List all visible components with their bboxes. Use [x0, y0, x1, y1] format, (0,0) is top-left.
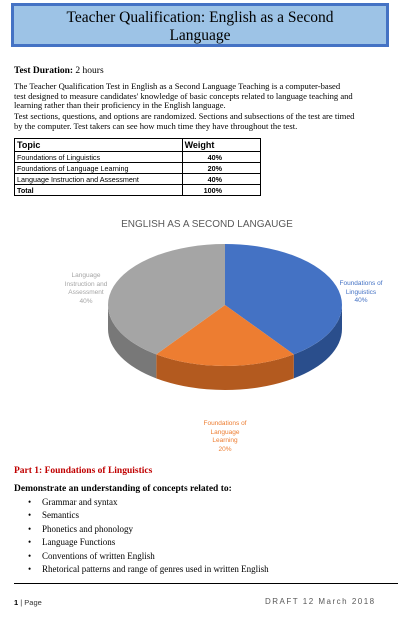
pie-label-2: Language Instruction and Assessment 40% [64, 272, 108, 305]
test-duration [14, 66, 104, 76]
document-title [11, 3, 389, 47]
part1-topic-list [28, 496, 269, 576]
weight-cell: 20% [182, 163, 260, 174]
sections-paragraph [14, 112, 398, 131]
list-item: • Rhetorical patterns and range of genres used in written English [28, 563, 269, 576]
table-row-total [15, 185, 261, 196]
list-item: • Grammar and syntax [28, 496, 269, 509]
list-item: • Phonetics and phonology [28, 523, 269, 536]
part1-intro: Demonstrate an understanding of concepts related to: [14, 484, 232, 494]
duration-label: Test Duration: [14, 66, 74, 76]
page-number [14, 598, 42, 607]
topic-cell: Foundations of Language Learning [15, 163, 183, 174]
table-row [15, 163, 261, 174]
pie-label-1: Foundations of Language Learning 20% [203, 420, 247, 453]
sections-line-1: Test sections, questions, and options are randomized. Sections and subsections of the test are timed [14, 111, 355, 121]
list-item: • Conventions of written English [28, 550, 269, 563]
chart-title: ENGLISH AS A SECOND LANGAUGE [121, 219, 293, 230]
table-row [15, 152, 261, 163]
page-number-value: 1 [14, 598, 19, 607]
draft-date: DRAFT 12 March 2018 [265, 597, 376, 606]
intro-line-1: The Teacher Qualification Test in English as a Second Language Teaching is a computer-based [14, 81, 341, 91]
pie-chart-svg [0, 210, 414, 450]
weight-cell: 40% [182, 152, 260, 163]
title-line-2: Language [169, 27, 231, 44]
part1-heading: Part 1: Foundations of Linguistics [14, 466, 153, 476]
list-item: • Language Functions [28, 536, 269, 549]
weight-cell: 40% [182, 174, 260, 185]
total-weight-cell: 100% [182, 185, 260, 196]
header-weight: Weight [182, 139, 260, 152]
topic-cell: Foundations of Linguistics [15, 152, 183, 163]
table-row [15, 174, 261, 185]
footer-divider [14, 583, 398, 584]
title-line-1: Teacher Qualification: English as a Second [66, 9, 334, 26]
intro-paragraph [14, 82, 398, 111]
pie-label-0: Foundations of Linguistics 40% [339, 280, 383, 304]
intro-line-2: test designed to measure candidates' knowledge of basic concepts related to language teaching and [14, 90, 353, 101]
total-label-cell: Total [15, 185, 183, 196]
intro-line-3: learning rather than their proficiency in the English language. [14, 100, 226, 110]
page-separator: | [18, 598, 25, 607]
topic-cell: Language Instruction and Assessment [15, 174, 183, 185]
table-header-row [15, 139, 261, 152]
sections-line-2: by the computer. Test takers can see how much time they have throughout the test. [14, 120, 298, 131]
page-word: Page [24, 598, 42, 607]
header-topic: Topic [15, 139, 183, 152]
pie-chart [0, 210, 414, 453]
list-item: • Semantics [28, 509, 269, 522]
weight-table [14, 138, 261, 196]
duration-value: 2 hours [75, 66, 104, 76]
